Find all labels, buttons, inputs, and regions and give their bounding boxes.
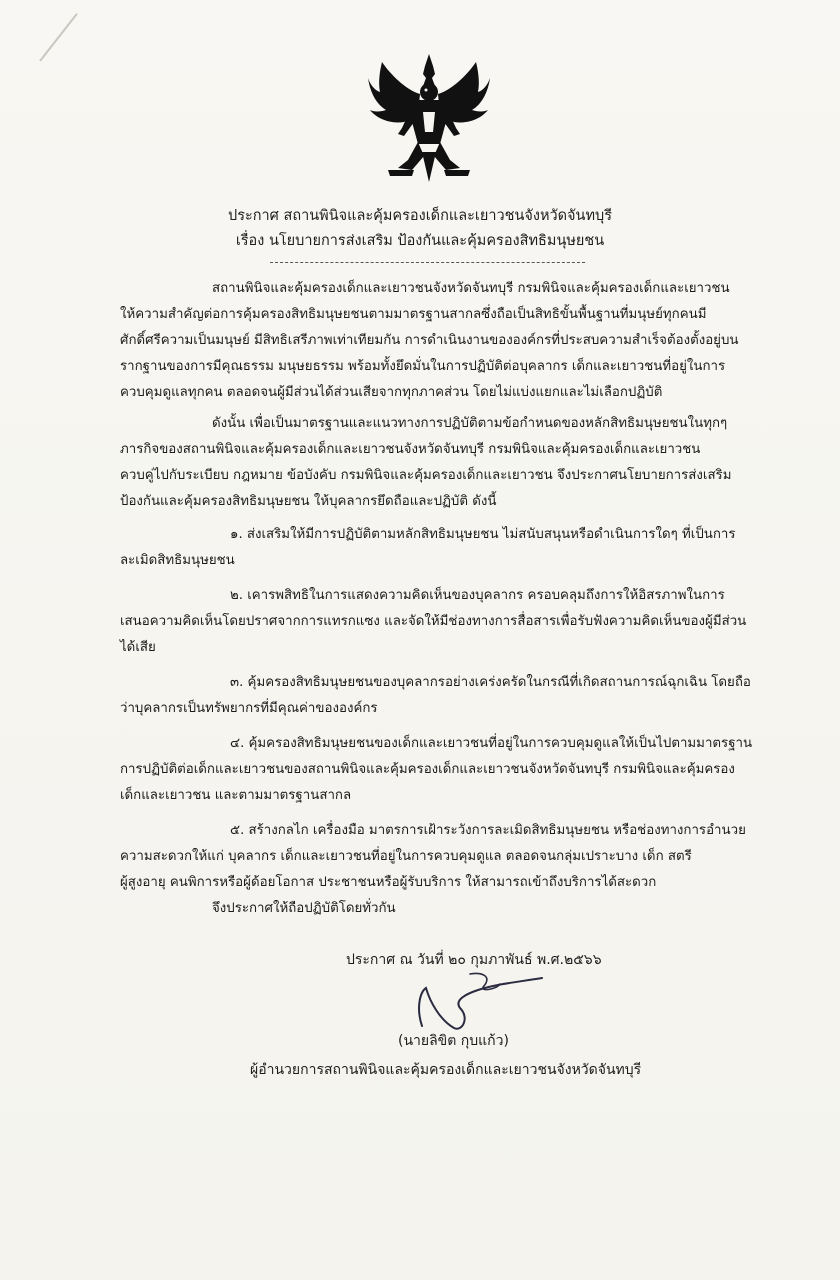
body-line: เสนอความคิดเห็นโดยปราศจากการแทรกแซง และจัดให้มีช่องทางการสื่อสารเพื่อรับฟังความคิดเห็นของผู้มีส่วน: [120, 614, 747, 629]
announcement-date: ประกาศ ณ วันที่ ๒๐ กุมภาพันธ์ พ.ศ.๒๕๖๖: [346, 952, 602, 968]
handwritten-signature-icon: [400, 968, 550, 1038]
body-line: ควบคู่ไปกับระเบียบ กฎหมาย ข้อบังคับ กรมพินิจและคุ้มครองเด็กและเยาวชน จึงประกาศนโยบายการส่งเสริม: [120, 468, 732, 483]
body-line: ผู้สูงอายุ คนพิการหรือผู้ด้อยโอกาส ประชาชนหรือผู้รับบริการ ให้สามารถเข้าถึงบริการได้สะดวก: [120, 875, 657, 890]
signatory-position: ผู้อำนวยการสถานพินิจและคุ้มครองเด็กและเยาวชนจังหวัดจันทบุรี: [250, 1062, 642, 1078]
body-line: ความสะดวกให้แก่ บุคลากร เด็กและเยาวชนที่อยู่ในการควบคุมดูแล ตลอดจนกลุ่มเปราะบาง เด็ก สตรี: [120, 849, 692, 864]
garuda-emblem-icon: [368, 52, 490, 184]
body-line: ว่าบุคลากรเป็นทรัพยากรที่มีคุณค่าขององค์กร: [120, 701, 378, 716]
body-line: ได้เสีย: [120, 640, 156, 655]
body-line: ให้ความสำคัญต่อการคุ้มครองสิทธิมนุษยชนตามมาตรฐานสากลซึ่งถือเป็นสิทธิขั้นพื้นฐานที่มนุษย์ทุกคนมี: [120, 307, 707, 322]
policy-item-2: ๒. เคารพสิทธิในการแสดงความคิดเห็นของบุคลากร ครอบคลุมถึงการให้อิสรภาพในการ: [230, 588, 725, 603]
policy-item-5: ๕. สร้างกลไก เครื่องมือ มาตรการเฝ้าระวังการละเมิดสิทธิมนุษยชน หรือช่องทางการอำนวย: [230, 823, 746, 838]
body-line: ศักดิ์ศรีความเป็นมนุษย์ มีสิทธิเสรีภาพเท่าเทียมกัน การดำเนินงานขององค์กรที่ประสบความสำเร็จต้องตั้งอยู่บน: [120, 333, 739, 348]
page-scratch-mark: [39, 13, 78, 62]
body-line: รากฐานของการมีคุณธรรม มนุษยธรรม พร้อมทั้งยึดมั่นในการปฏิบัติต่อบุคลากร เด็กและเยาวชนที่อยู่ในการ: [120, 359, 726, 374]
announcement-title: ประกาศ สถานพินิจและคุ้มครองเด็กและเยาวชนจังหวัดจันทบุรี: [227, 208, 613, 224]
closing-line: จึงประกาศให้ถือปฏิบัติโดยทั่วกัน: [212, 901, 396, 916]
signatory-name: (นายลิขิต กุบแก้ว): [398, 1033, 509, 1049]
body-line: เด็กและเยาวชน และตามมาตรฐานสากล: [120, 788, 352, 803]
body-line: ดังนั้น เพื่อเป็นมาตรฐานและแนวทางการปฏิบัติตามข้อกำหนดของหลักสิทธิมนุษยชนในทุกๆ: [212, 416, 728, 431]
body-line: ละเมิดสิทธิมนุษยชน: [120, 553, 235, 568]
title-divider: [270, 262, 585, 263]
body-line: สถานพินิจและคุ้มครองเด็กและเยาวชนจังหวัดจันทบุรี กรมพินิจและคุ้มครองเด็กและเยาวชน: [212, 281, 730, 296]
policy-item-1: ๑. ส่งเสริมให้มีการปฏิบัติตามหลักสิทธิมนุษยชน ไม่สนับสนุนหรือดำเนินการใดๆ ที่เป็นการ: [230, 527, 736, 542]
policy-item-4: ๔. คุ้มครองสิทธิมนุษยชนของเด็กและเยาวชนที่อยู่ในการควบคุมดูแลให้เป็นไปตามมาตรฐาน: [230, 736, 753, 751]
body-line: การปฏิบัติต่อเด็กและเยาวชนของสถานพินิจและคุ้มครองเด็กและเยาวชนจังหวัดจันทบุรี กรมพินิจและคุ้มครอง: [120, 762, 735, 777]
body-line: ควบคุมดูแลทุกคน ตลอดจนผู้มีส่วนได้ส่วนเสียจากทุกภาคส่วน โดยไม่แบ่งแยกและไม่เลือกปฏิบัติ: [120, 385, 663, 400]
announcement-subject: เรื่อง นโยบายการส่งเสริม ป้องกันและคุ้มครองสิทธิมนุษยชน: [235, 233, 605, 249]
body-line: ภารกิจของสถานพินิจและคุ้มครองเด็กและเยาวชนจังหวัดจันทบุรี กรมพินิจและคุ้มครองเด็กและเยาวชน: [120, 442, 701, 457]
body-line: ป้องกันและคุ้มครองสิทธิมนุษยชน ให้บุคลากรยึดถือและปฏิบัติ ดังนี้: [120, 494, 497, 509]
policy-item-3: ๓. คุ้มครองสิทธิมนุษยชนของบุคลากรอย่างเคร่งครัดในกรณีที่เกิดสถานการณ์ฉุกเฉิน โดยถือ: [230, 675, 751, 690]
